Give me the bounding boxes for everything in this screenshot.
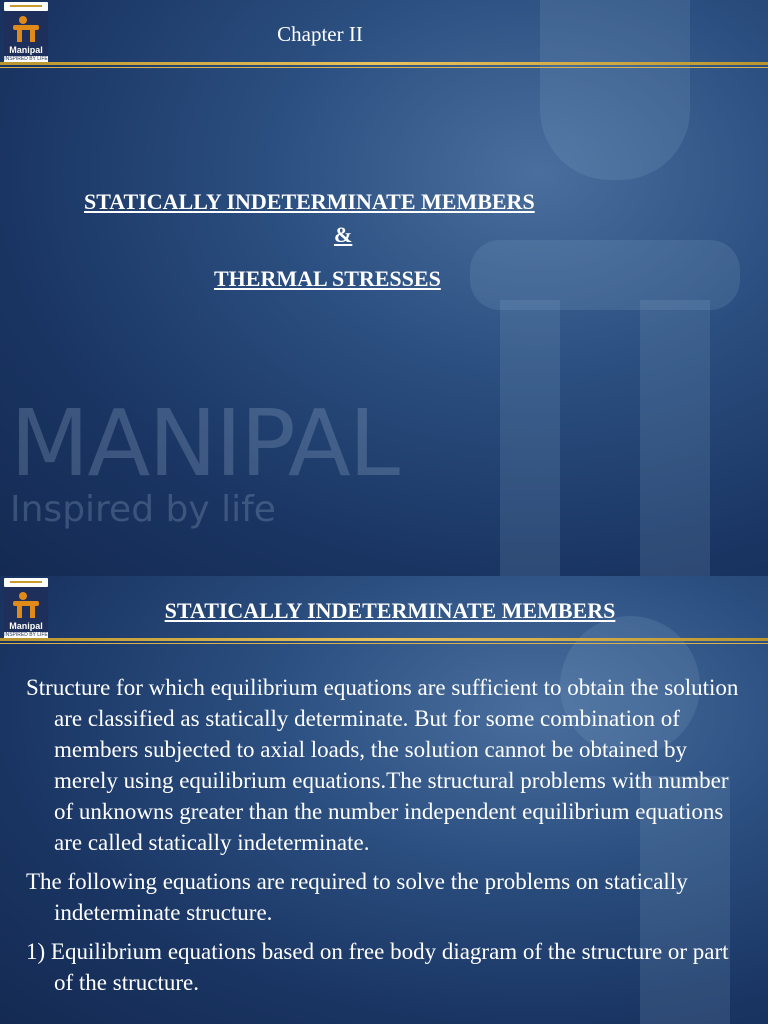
- logo-name: Manipal: [4, 44, 48, 56]
- slide-2: [0, 576, 768, 1024]
- paragraph: Structure for which equilibrium equations are sufficient to obtain the solution are classified as statically determinate. But for some combination of members subjected to axial loads, the solution cannot be obtained by merely using equilibrium equations.The structural problems with number of unknowns greater than the number independent equilibrium equations are called statically indeterminate.: [26, 675, 739, 855]
- watermark-manipal: MANIPAL: [10, 390, 399, 497]
- watermark-tagline: Inspired by life: [10, 489, 276, 530]
- header-divider: [0, 638, 768, 641]
- background-figure: [500, 300, 560, 576]
- slide-title: STATICALLY INDETERMINATE MEMBERS: [164, 598, 616, 623]
- paragraph: The following equations are required to solve the problems on statically indeterminate structure.: [26, 869, 688, 925]
- logo-tagline: INSPIRED BY LIFE: [4, 632, 48, 638]
- header-divider: [0, 62, 768, 65]
- header-divider-thin: [0, 67, 768, 68]
- logo-name: Manipal: [4, 620, 48, 632]
- chapter-heading: Chapter II: [277, 22, 363, 46]
- slide-body: [26, 672, 746, 1006]
- header-divider-thin: [0, 643, 768, 644]
- logo-tagline: INSPIRED BY LIFE: [4, 56, 48, 62]
- slide-header: [0, 576, 768, 642]
- background-figure: [640, 300, 710, 576]
- slide-header: [0, 0, 768, 66]
- paragraph: 1) Equilibrium equations based on free body diagram of the structure or part of the structure.: [26, 939, 729, 995]
- title-line-1: STATICALLY INDETERMINATE MEMBERS: [84, 189, 535, 214]
- title-line-2: &: [334, 222, 353, 247]
- title-line-3: THERMAL STRESSES: [214, 266, 441, 291]
